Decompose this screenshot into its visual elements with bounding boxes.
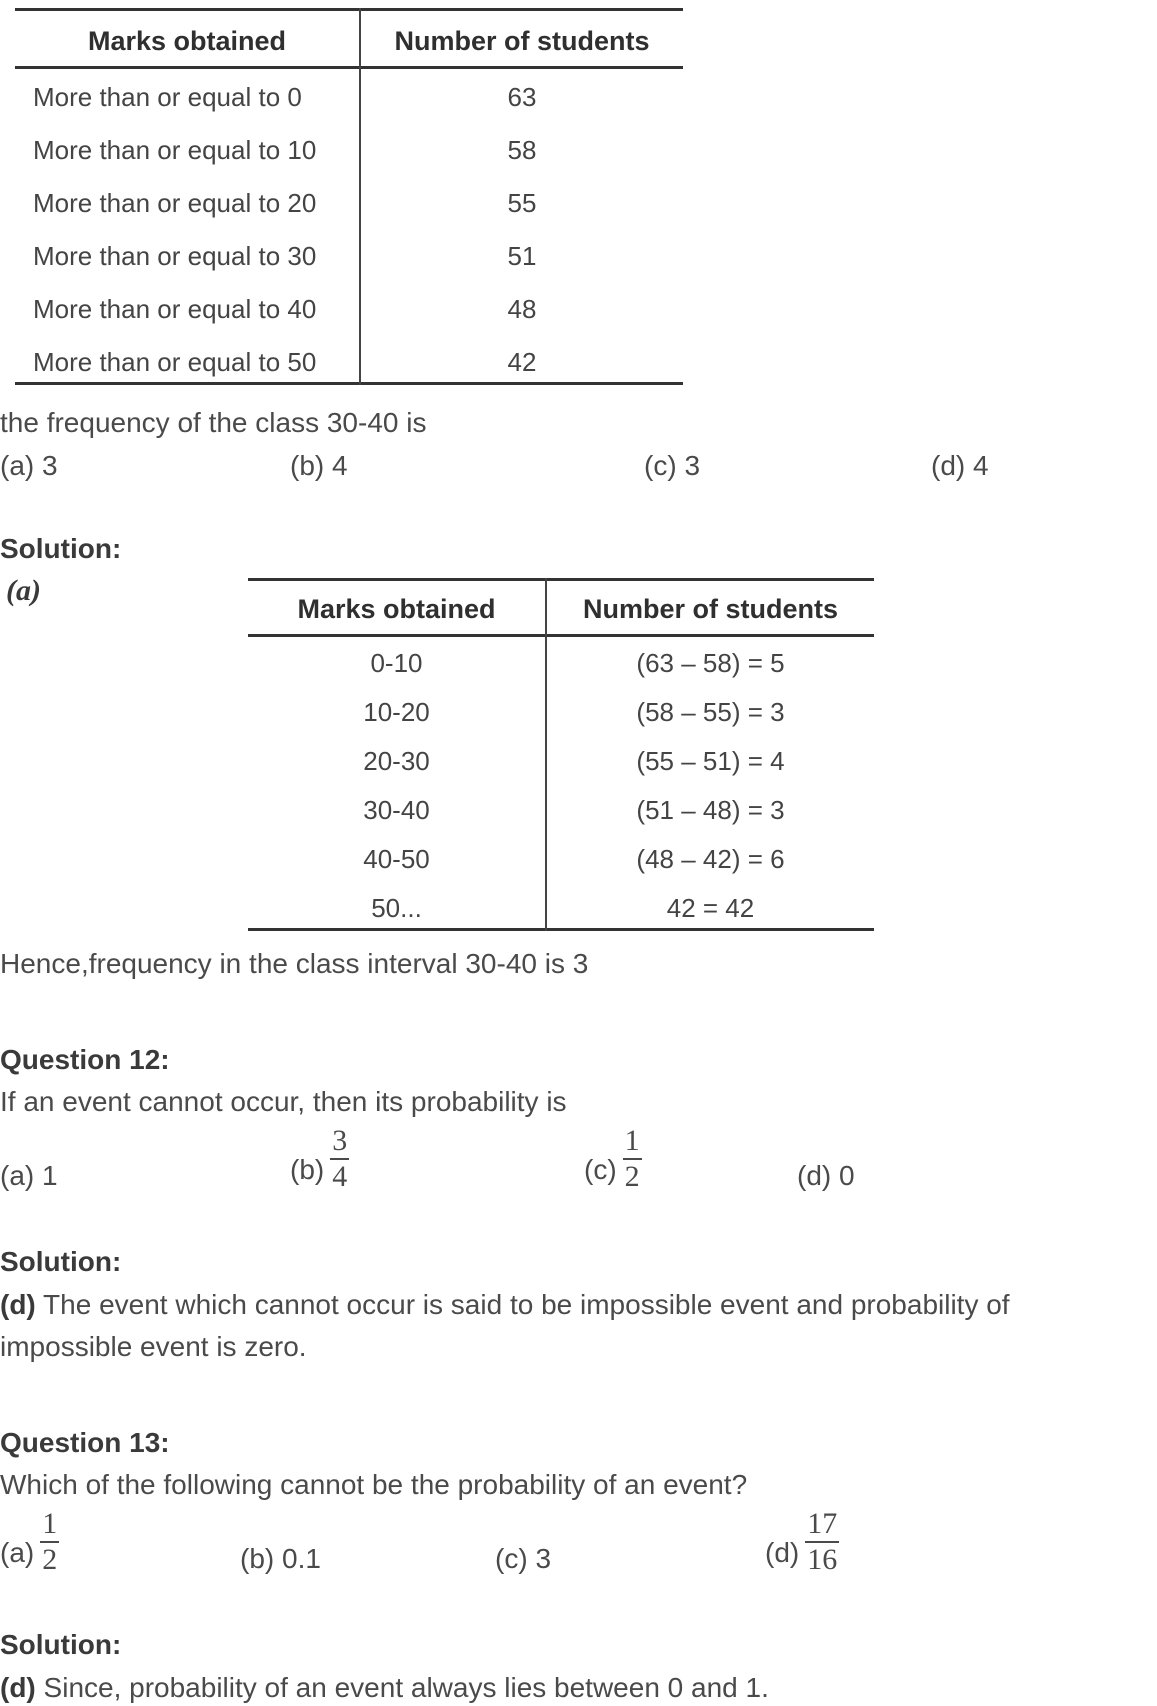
- table-header-students: Number of students: [582, 594, 838, 624]
- table-cell: 51: [507, 241, 537, 271]
- table-cell: 50...: [371, 893, 422, 923]
- table-cell: More than or equal to 20: [33, 188, 317, 218]
- table-cell: 42 = 42: [666, 893, 755, 923]
- option-label: (a): [0, 1160, 35, 1191]
- fraction-numerator: 1: [40, 1508, 59, 1543]
- cumulative-frequency-table: [15, 8, 683, 386]
- option-value: 4: [973, 450, 989, 481]
- q13-option-d: [765, 1502, 839, 1576]
- fraction: [623, 1125, 642, 1193]
- table-cell: More than or equal to 0: [33, 82, 302, 112]
- option-label: (a): [0, 1537, 35, 1568]
- question-12-heading: Question 12:: [0, 1044, 170, 1075]
- table-cell: More than or equal to 50: [33, 347, 317, 377]
- question-11-stem: the frequency of the class 30-40 is: [0, 407, 427, 438]
- option-value: 0.1: [282, 1543, 321, 1574]
- option-label: (d): [797, 1160, 832, 1191]
- table-cell: (58 – 55) = 3: [636, 697, 785, 727]
- frequency-table: [248, 578, 874, 932]
- table-cell: 40-50: [363, 844, 430, 874]
- fraction-denominator: 2: [624, 1160, 640, 1193]
- option-value: 1: [42, 1160, 58, 1191]
- table-cell: (48 – 42) = 6: [636, 844, 785, 874]
- fraction: [805, 1508, 839, 1576]
- table-header-students: Number of students: [394, 26, 650, 56]
- q11-solution-heading: Solution:: [0, 533, 122, 564]
- fraction: [330, 1125, 349, 1193]
- fraction-numerator: 1: [623, 1125, 642, 1160]
- q11-option-b: [290, 449, 348, 483]
- option-label: (c): [584, 1154, 617, 1185]
- table-cell: 10-20: [363, 697, 430, 727]
- q11-conclusion: Hence,frequency in the class interval 30-40 is 3: [0, 948, 589, 979]
- fraction-denominator: 16: [807, 1543, 838, 1576]
- q12-option-b: [290, 1119, 349, 1193]
- option-label: (c): [495, 1543, 528, 1574]
- q13-solution-heading: Solution:: [0, 1629, 122, 1660]
- table-cell: 55: [507, 188, 537, 218]
- fraction: [40, 1508, 59, 1576]
- option-label: (d): [765, 1537, 800, 1568]
- q11-answer: (a): [6, 574, 41, 607]
- table-header-rule: [15, 66, 683, 69]
- table-cell: 63: [507, 82, 537, 112]
- q12-explanation-line2: impossible event is zero.: [0, 1331, 307, 1362]
- table-cell: (51 – 48) = 3: [636, 795, 785, 825]
- table-cell: 48: [507, 294, 537, 324]
- question-13-stem: Which of the following cannot be the probability of an event?: [0, 1469, 748, 1500]
- fraction-denominator: 2: [42, 1543, 58, 1576]
- q12-solution-heading: Solution:: [0, 1246, 122, 1277]
- table-cell: (55 – 51) = 4: [636, 746, 785, 776]
- table-top-rule: [248, 578, 874, 581]
- table-cell: (63 – 58) = 5: [636, 648, 785, 678]
- table-cell: More than or equal to 10: [33, 135, 317, 165]
- table-cell: 30-40: [363, 795, 430, 825]
- fraction-denominator: 4: [332, 1160, 348, 1193]
- q13-answer: (d): [0, 1672, 36, 1703]
- table-header-marks: Marks obtained: [297, 594, 496, 624]
- q13-option-c: [495, 1542, 551, 1576]
- q11-option-c: [644, 449, 700, 483]
- option-value: 3: [684, 450, 701, 481]
- q13-option-a: [0, 1502, 59, 1576]
- table-cell: More than or equal to 40: [33, 294, 317, 324]
- q11-option-a: [0, 449, 58, 483]
- option-label: (b): [290, 450, 325, 481]
- q13-explanation: [0, 1671, 769, 1705]
- q12-answer: (d): [0, 1289, 36, 1320]
- table-header-marks: Marks obtained: [87, 26, 287, 56]
- option-label: (c): [644, 450, 677, 481]
- q12-option-d: [797, 1159, 855, 1193]
- table-top-rule: [15, 8, 683, 11]
- q12-option-a: [0, 1159, 58, 1193]
- option-label: (a): [0, 450, 35, 481]
- q13-explanation-text: Since, probability of an event always lies between 0 and 1.: [35, 1672, 769, 1703]
- q12-option-c: [584, 1119, 642, 1193]
- table-cell: 20-30: [363, 746, 430, 776]
- q12-explanation-line1: [0, 1288, 1010, 1322]
- table-bottom-rule: [15, 382, 683, 385]
- option-value: 0: [839, 1160, 855, 1191]
- table-cell: 0-10: [370, 648, 423, 678]
- option-label: (d): [931, 450, 966, 481]
- table-header-rule: [248, 634, 874, 637]
- table-cell: 58: [507, 135, 537, 165]
- fraction-numerator: 17: [805, 1508, 839, 1543]
- option-label: (b): [290, 1154, 325, 1185]
- question-12-stem: If an event cannot occur, then its probability is: [0, 1086, 567, 1117]
- question-13-heading: Question 13:: [0, 1427, 170, 1458]
- option-value: 3: [535, 1543, 552, 1574]
- q11-option-d: [931, 449, 989, 483]
- fraction-numerator: 3: [330, 1125, 349, 1160]
- q12-explanation-text: The event which cannot occur is said to be impossible event and probability of: [35, 1289, 1010, 1320]
- option-value: 4: [332, 450, 348, 481]
- option-value: 3: [42, 450, 58, 481]
- table-cell: More than or equal to 30: [33, 241, 317, 271]
- option-label: (b): [240, 1543, 275, 1574]
- table-bottom-rule: [248, 928, 874, 931]
- table-cell: 42: [507, 347, 537, 377]
- q13-option-b: [240, 1542, 321, 1576]
